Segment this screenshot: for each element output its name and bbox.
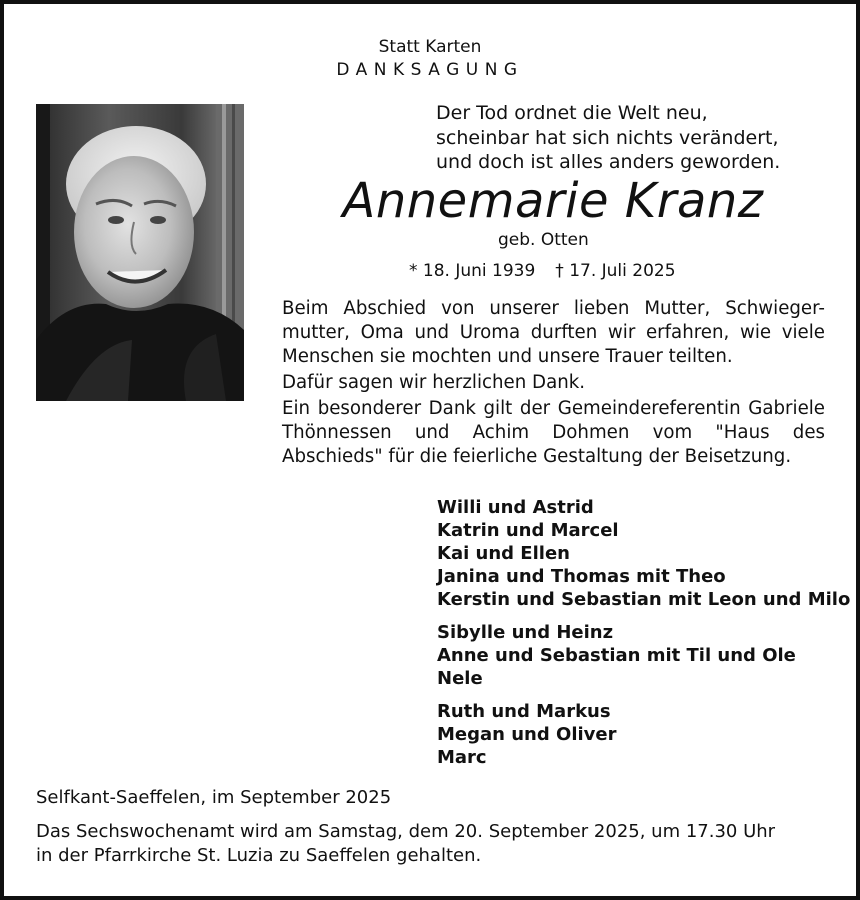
signature-line: Megan und Oliver — [437, 724, 617, 745]
special-thanks-paragraph: Ein besonderer Dank gilt der Gemeindereferentin Gabriele Thönnessen und Achim Dohmen vom "Haus des Abschieds" für die feierliche Gestaltung der Beisetzung. — [282, 398, 825, 467]
quote-block — [436, 101, 836, 175]
pretitle: Statt Karten — [378, 37, 482, 57]
quote-line: scheinbar hat sich nichts verändert, — [436, 126, 779, 149]
signature-line: Anne und Sebastian mit Til und Ole — [437, 645, 796, 666]
deceased-name: Annemarie Kranz — [342, 173, 764, 229]
service-announcement — [36, 820, 826, 868]
birth-date: * 18. Juni 1939 — [409, 261, 536, 281]
quote-line: Der Tod ordnet die Welt neu, — [436, 102, 708, 124]
signature-line: Sibylle und Heinz — [437, 622, 614, 643]
footer-line: Das Sechswochenamt wird am Samstag, dem 20. September 2025, um 17.30 Uhr — [36, 821, 776, 842]
portrait-image — [36, 104, 244, 401]
signature-line: Marc — [437, 747, 487, 768]
signature-group — [437, 700, 616, 769]
thanks-line: Dafür sagen wir herzlichen Dank. — [282, 372, 586, 393]
signature-line: Katrin und Marcel — [437, 520, 619, 541]
signature-group — [437, 621, 796, 690]
signature-line: Nele — [437, 668, 483, 689]
signature-group — [437, 496, 850, 611]
notice-title: DANKSAGUNG — [336, 60, 524, 80]
life-dates — [409, 261, 676, 281]
maiden-name: geb. Otten — [498, 230, 589, 250]
signature-line: Janina und Thomas mit Theo — [437, 566, 726, 587]
thanks-paragraph: Beim Abschied von unserer lieben Mutter, Schwieger- mutter, Oma und Uroma durften wir erfahren, wie viele Menschen sie mochten und unsere Trauer teilten. — [282, 298, 825, 367]
signature-line: Kerstin und Sebastian mit Leon und Milo — [437, 589, 851, 610]
signature-line: Willi und Astrid — [437, 497, 594, 518]
signature-line: Kai und Ellen — [437, 543, 570, 564]
portrait-photo — [36, 104, 244, 401]
death-date: † 17. Juli 2025 — [555, 261, 676, 281]
quote-line: und doch ist alles anders geworden. — [436, 151, 781, 173]
footer-line: in der Pfarrkirche St. Luzia zu Saeffelen gehalten. — [36, 845, 482, 866]
signature-line: Ruth und Markus — [437, 701, 611, 722]
place-date: Selfkant-Saeffelen, im September 2025 — [36, 787, 392, 808]
